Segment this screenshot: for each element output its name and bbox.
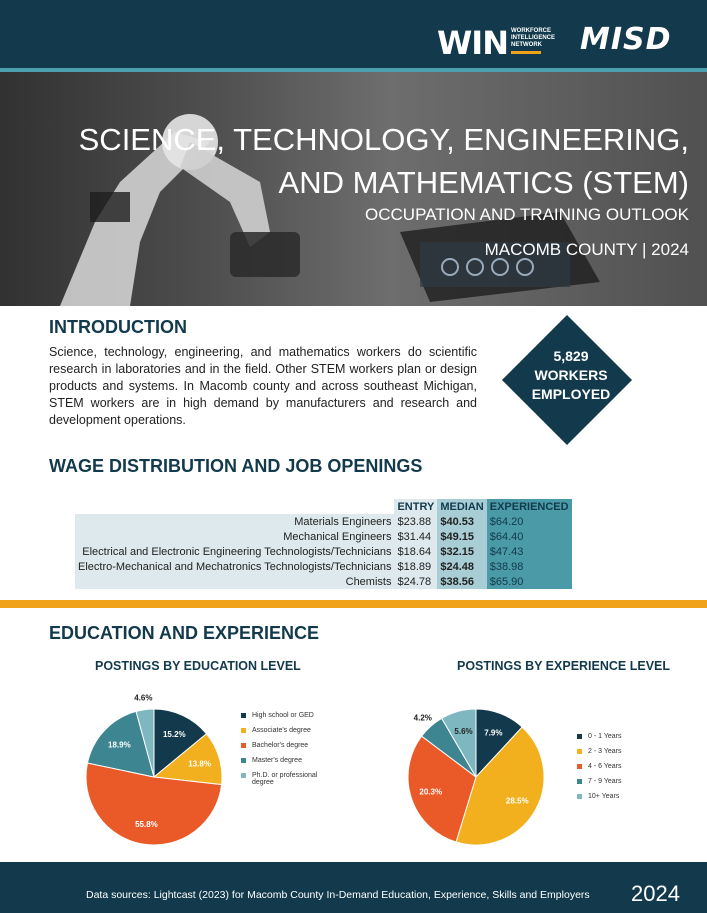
median-cell: $38.56 (437, 574, 486, 589)
win-logo-accent-bar (511, 51, 541, 54)
experience-chart-title: POSTINGS BY EXPERIENCE LEVEL (457, 659, 671, 673)
legend-label: 10+ Years (588, 793, 620, 800)
pie-data-label: 28.5% (505, 796, 529, 806)
legend-swatch (577, 749, 582, 754)
legend-label: High school or GED (252, 712, 314, 719)
experience-legend (577, 733, 657, 808)
education-heading: EDUCATION AND EXPERIENCE (49, 623, 320, 643)
occupation-cell: Materials Engineers (75, 514, 394, 529)
win-sub-line: INTELLIGENCE (511, 35, 556, 41)
introduction-text: Science, technology, engineering, and mathematics workers do scientific research in laboratories and in the field. Other STEM workers plan or design products and systems. In Macomb county and across southeast Michigan, STEM workers are in high demand by manufacturers and research and development operations. (49, 345, 477, 427)
section-divider (0, 600, 707, 608)
median-cell: $32.15 (437, 544, 486, 559)
legend-label: Ph.D. or professional degree (252, 772, 318, 786)
data-sources-text: Data sources: Lightcast (2023) for Macomb County In-Demand Education, Experience, Skills and Employers (86, 889, 590, 901)
hero-image (0, 72, 707, 306)
hero-title-line: SCIENCE, TECHNOLOGY, ENGINEERING, (78, 122, 689, 157)
experienced-cell: $64.40 (487, 529, 572, 544)
legend-item (577, 793, 657, 800)
experience-pie-chart (370, 680, 590, 870)
legend-item (241, 772, 336, 786)
legend-swatch (577, 779, 582, 784)
occupation-cell: Chemists (75, 574, 394, 589)
introduction-heading: INTRODUCTION (49, 317, 187, 337)
footer-bar (0, 862, 707, 913)
win-sub-line: WORKFORCE (511, 28, 551, 34)
misd-logo: MISD (580, 22, 672, 57)
entry-header: ENTRY (394, 499, 437, 514)
wage-table (75, 499, 572, 589)
workers-label: WORKERS (534, 367, 608, 383)
hero-title-line: AND MATHEMATICS (STEM) (278, 165, 689, 200)
legend-item (241, 742, 336, 749)
legend-swatch (241, 758, 246, 763)
legend-swatch (241, 773, 246, 778)
pie-data-label: 13.8% (188, 759, 211, 769)
wage-table-header (75, 499, 572, 514)
pie-data-label: 4.6% (134, 693, 153, 703)
occupation-header (75, 499, 394, 514)
footer-year: 2024 (631, 881, 680, 906)
pie-data-label: 5.6% (454, 727, 473, 737)
legend-label: 0 - 1 Years (588, 733, 622, 740)
win-sub-line: NETWORK (511, 42, 542, 48)
education-chart-title: POSTINGS BY EDUCATION LEVEL (95, 659, 301, 673)
table-row (75, 559, 572, 574)
workers-label: EMPLOYED (531, 386, 611, 402)
experienced-header: EXPERIENCED (487, 499, 572, 514)
entry-cell: $23.88 (394, 514, 437, 529)
legend-item (577, 763, 657, 770)
legend-item (241, 757, 336, 764)
experienced-cell: $65.90 (487, 574, 572, 589)
hero-county-year: MACOMB COUNTY | 2024 (484, 240, 689, 259)
legend-label: Bachelor's degree (252, 742, 309, 749)
legend-swatch (577, 734, 582, 739)
pie-data-label: 55.8% (135, 819, 158, 829)
win-logo: WIN (437, 24, 508, 62)
education-legend (241, 712, 336, 794)
median-cell: $40.53 (437, 514, 486, 529)
legend-item (577, 733, 657, 740)
median-header: MEDIAN (437, 499, 486, 514)
pie-data-label: 18.9% (108, 740, 131, 750)
pie-data-label: 4.2% (413, 713, 432, 723)
pie-data-label: 7.9% (484, 728, 503, 738)
legend-item (577, 748, 657, 755)
legend-label: Associate's degree (252, 727, 311, 734)
occupation-cell: Mechanical Engineers (75, 529, 394, 544)
median-cell: $24.48 (437, 559, 486, 574)
workers-employed-callout (518, 347, 624, 404)
occupation-cell: Electrical and Electronic Engineering Technologists/Technicians (75, 544, 394, 559)
legend-swatch (241, 743, 246, 748)
hero-subtitle: OCCUPATION AND TRAINING OUTLOOK (365, 205, 689, 224)
experienced-cell: $47.43 (487, 544, 572, 559)
legend-label: Master's degree (252, 757, 302, 764)
experienced-cell: $38.98 (487, 559, 572, 574)
legend-label: 7 - 9 Years (588, 778, 622, 785)
occupation-cell: Electro-Mechanical and Mechatronics Technologists/Technicians (75, 559, 394, 574)
entry-cell: $24.78 (394, 574, 437, 589)
workers-count: 5,829 (553, 348, 589, 364)
legend-item (241, 727, 336, 734)
hero-title (79, 118, 689, 204)
table-row (75, 544, 572, 559)
experienced-cell: $64.20 (487, 514, 572, 529)
legend-swatch (577, 764, 582, 769)
entry-cell: $31.44 (394, 529, 437, 544)
entry-cell: $18.89 (394, 559, 437, 574)
entry-cell: $18.64 (394, 544, 437, 559)
legend-item (577, 778, 657, 785)
legend-label: 2 - 3 Years (588, 748, 622, 755)
table-row (75, 574, 572, 589)
wage-heading: WAGE DISTRIBUTION AND JOB OPENINGS (49, 456, 423, 476)
legend-swatch (241, 713, 246, 718)
legend-swatch (241, 728, 246, 733)
legend-label: 4 - 6 Years (588, 763, 622, 770)
median-cell: $49.15 (437, 529, 486, 544)
win-logo-subtitle (511, 28, 555, 54)
table-row (75, 514, 572, 529)
education-pie-chart (40, 680, 260, 870)
table-row (75, 529, 572, 544)
pie-data-label: 15.2% (162, 729, 186, 739)
legend-swatch (577, 794, 582, 799)
legend-item (241, 712, 336, 719)
pie-data-label: 20.3% (419, 787, 443, 797)
